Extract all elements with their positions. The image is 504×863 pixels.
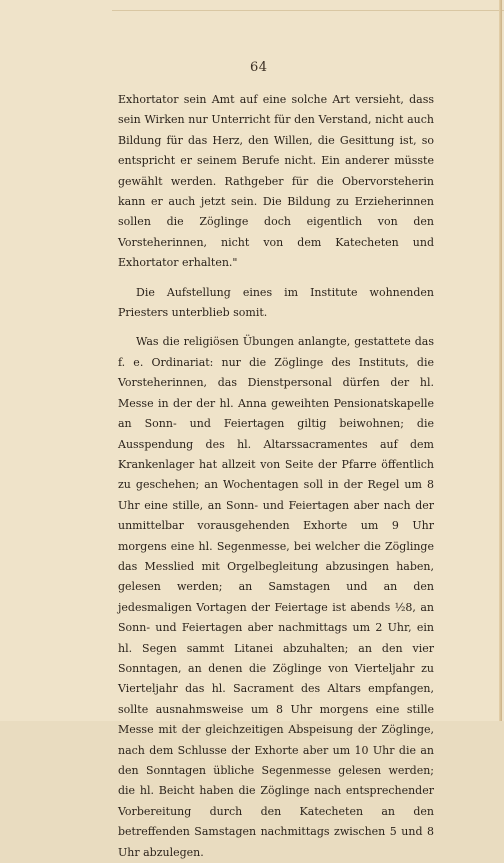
paragraph-2: Die Aufstellung eines im Institute wohnenden Priesters unterblieb somit. — [118, 285, 434, 320]
paragraph-gap — [118, 274, 434, 283]
paragraph-3: Was die religiösen Übungen anlangte, gestattete das f. e. Ordinariat: nur die Zöglinge des Instituts, die Vorsteherinnen, das Dienstpersonal dürfen der hl. Messe in der der hl. Anna geweihten Pensionatskapelle an Sonn- und Feiertagen giltig beiwohnen; die Ausspendung des hl. Altarssacramentes auf dem Krankenlager hat allzeit von Seite der Pfarre öffentlich zu geschehen; an Wochentagen soll in der Regel um 8 Uhr eine stille, an Sonn- und Feiertagen aber nach der unmittelbar vorausgehenden Exhorte um 9 Uhr morgens eine hl. Segenmesse, bei welcher die Zöglinge das Messlied mit Orgelbegleitung abzusingen haben, gelesen werden; an Samstagen und an den jedesmaligen Vortagen der Feiertage ist abends ½8, an Sonn- und Feiertagen aber nachmittags um 2 Uhr, ein hl. Segen sammt Litanei abzuhalten; an den vier Sonntagen, an denen die Zöglinge von Vierteljahr zu Vierteljahr das hl. Sacrament des Altars empfangen, sollte ausnahmsweise um 8 Uhr morgens eine stille Messe mit der gleichzeitigen Abspeisung der Zöglinge, nach dem Schlusse der Exhorte aber um 10 Uhr die an den Sonntagen übliche Segenmesse gelesen werden; die hl. Beicht haben die Zöglinge nach entsprechender Vorbereitung durch den Katecheten an den betreffenden Samstagen nachmittags zwischen 5 und 8 Uhr abzulegen. — [118, 335, 434, 859]
page-number: 64 — [250, 60, 268, 75]
page-edge — [499, 0, 502, 721]
body-text — [118, 90, 434, 863]
paragraph-1: Exhortator sein Amt auf eine solche Art versieht, dass sein Wirken nur Unterricht für den Verstand, nicht auch Bildung für das Herz, den Willen, die Gesittung ist, so entspricht er seinem Berufe nicht. Ein anderer müsste gewählt werden. Rathgeber für die Obervorsteherin kann er auch jetzt sein. Die Bildung zu Erzieherinnen sollen die Zöglinge doch eigentlich von den Vorsteherinnen, nicht von dem Katecheten und Exhortator erhalten." — [118, 93, 434, 270]
top-border-line — [112, 10, 504, 11]
paragraph-gap — [118, 323, 434, 332]
